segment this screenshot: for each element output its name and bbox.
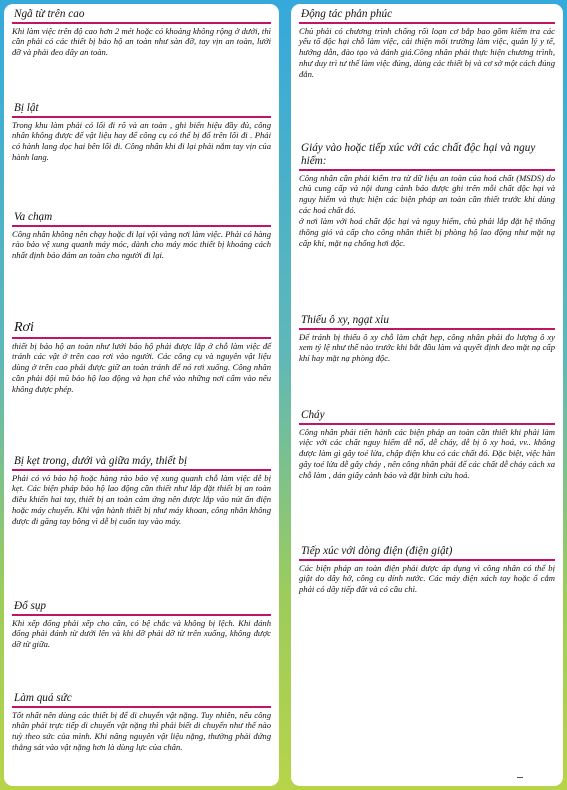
section-body: Trong khu làm phải có lối đi rõ và an toàn , ghi biển hiệu đầy đủ, công nhân không được để vật liệu hay để công cụ có thể bị đổ trên lối đi . Phải có hành lang dọc hai bên lối đi. Công nhân khi đi lại phải nắm tay vịn của hành lang. [12,119,271,163]
section-title: Đổ sụp [14,600,47,612]
section-title: Giáy vào hoặc tiếp xúc với các chất độc hại và nguy hiểm: [301,142,536,167]
section-overexertion [12,692,271,753]
section-body: Phải có vỏ bảo hộ hoặc hàng rào bảo vệ xung quanh chỗ làm việc dễ bị kẹt. Các biện pháp bảo hộ lao động cần thiết như lắp đặt thiết bị an toàn điều khiển hai tay, thiết bị an toàn cảm ứng nên được lắp vào nút ấn điện hoặc máy chuyển. Khi vận hành thiết bị như máy khoan, công nhân không được đi găng tay bông vì dễ bị cuốn tay vào máy. [12,472,271,527]
section-divider [299,559,555,561]
section-divider [299,169,555,171]
section-divider [12,337,271,339]
section-collapse [12,600,271,650]
section-collision [12,211,271,261]
section-title: Bị kẹt trong, dưới và giữa máy, thiết bị [14,455,188,467]
section-divider [299,22,555,24]
section-body: Khi xếp đống phải xếp cho cân, có bệ chắc và không bị lệch. Khi đánh đống phải đánh từ dưới lên và khi dỡ phải dỡ từ trên xuống, không được dỡ từ giữa. [12,617,271,650]
section-title: Tiếp xúc với dòng điện (điện giật) [301,545,453,557]
section-body: Chủ phải có chương trình chống rối loạn cơ bắp bao gồm kiểm tra các yếu tố độc hại chỗ làm việc, cải thiện môi trường làm việc, quản lý y tế, hướng dẫn, đào tạo và đánh giá.Công nhân phải thực hiện chương trình, như duy trì tư thế làm việc đúng, dùng các thiết bị và cơ sở một cách đúng đắn. [299,25,555,80]
right-column [291,4,563,786]
section-title: Làm quá sức [14,692,72,704]
section-divider [299,328,555,330]
section-title: Cháy [301,409,325,421]
section-body: Các biện pháp an toàn điện phải được áp dụng vì công nhân có thể bị giật do dây hở, công cụ dính nước. Các máy điện xách tay hoặc ổ cắm phải có dây tiếp đất và có cầu chì. [299,562,555,595]
section-body: Công nhân cần phải kiểm tra từ dữ liệu an toàn của hoá chất (MSDS) do chủ cung cấp và nội dung cảnh báo được ghi trên mỗi chất độc hại và nguy hiểm và thực hiện các biện pháp an toàn cần thiết trước khi dùng các hoá chất đó. ở nơi làm với hoá chất độc hại và nguy hiểm, chủ phải lắp đặt hệ thống thông gió và cấp cho công nhân thiết bị phòng hộ lao động như mặt nạ cấp khí, mặt nạ chống hơi độc. [299,172,555,248]
section-body: Khi làm việc trên độ cao hơn 2 mét hoặc có khoảng không rộng ở dưới, thì cần phải có các thiết bị bảo hộ an toàn như sàn đỡ, tay vịn an toàn, lưới đỡ và phải đeo dây an toàn. [12,25,271,58]
section-falling-objects [12,320,271,395]
section-tipping-over [12,102,271,163]
section-divider [12,225,271,227]
footer-dash [517,777,523,778]
section-title: Bị lật [14,102,39,114]
left-column [4,4,279,786]
section-title: Va chạm [14,211,53,223]
section-body: Tốt nhất nên dùng các thiết bị để di chuyển vật nặng. Tuy nhiên, nếu công nhân phải trực tiếp di chuyển vật nặng thì phải biết di chuyển như thế nào tuỳ theo sức của mình. Khi nâng nguyên vật liệu nặng, thường phải đứng thẳng sát vào vật nặng hơn là dùng lực của chân. [12,709,271,753]
section-title: Thiếu ô xy, ngạt xỉu [301,314,389,326]
section-divider [12,116,271,118]
section-title: Rơi [14,320,34,335]
section-falling-from-height [12,8,271,58]
section-fire [299,409,555,481]
section-title: Ngã từ trên cao [14,8,85,20]
section-divider [12,469,271,471]
section-body: Công nhân phải tiến hành các biện pháp an toàn cần thiết khi phải làm việc với các chất nguy hiểm dễ nổ, dễ cháy, dễ bị ô xy hoá, vv.. không được làm gì gây toé lửa, chập điện khu có các chất đó. Đặc biệt, việc hàn gây toé lửa dễ gây cháy , nên công nhân phải để các chất dễ cháy cách xa chỗ làm , dán giấy cảnh báo và đặt bình cứu hoả. [299,426,555,481]
section-body: Để tránh bị thiếu ô xy chỗ làm chật hẹp, công nhân phải đo lượng ô xy xem tỷ lệ như thế nào trước khi bắt đầu làm và quyết định đeo mặt nạ cấp khí hay mặt nạ phòng độc. [299,331,555,364]
section-oxygen-deficiency [299,314,555,364]
section-title: Động tác phản phúc [301,8,393,20]
section-caught-in-machine [12,455,271,527]
section-divider [299,423,555,425]
section-hazardous-chemicals [299,142,555,249]
section-electric-shock [299,545,555,595]
section-body: Công nhân không nên chạy hoặc đi lại vội vàng nơi làm việc. Phải có hàng rào bảo vệ xung quanh máy móc, dành cho máy móc thiết bị khoảng cách nhất định bảo đảm an toàn cho người đi lại. [12,228,272,261]
section-divider [12,22,271,24]
section-repetitive-motion [299,8,555,80]
section-divider [12,706,271,708]
section-divider [12,614,271,616]
section-body: thiết bị bảo hộ an toàn như lưới bảo hộ phải được lắp ở chỗ làm việc để tránh các vật ở trên cao rơi vào người. Các công cụ và nguyên vật liệu dùng ở trên cao phải được giữ an toàn tránh để nó rơi xuống. Công nhân cần phải đội mũ bảo hộ lao động và hạn chế vào những nơi cấm vào nếu không được phép. [12,340,271,395]
